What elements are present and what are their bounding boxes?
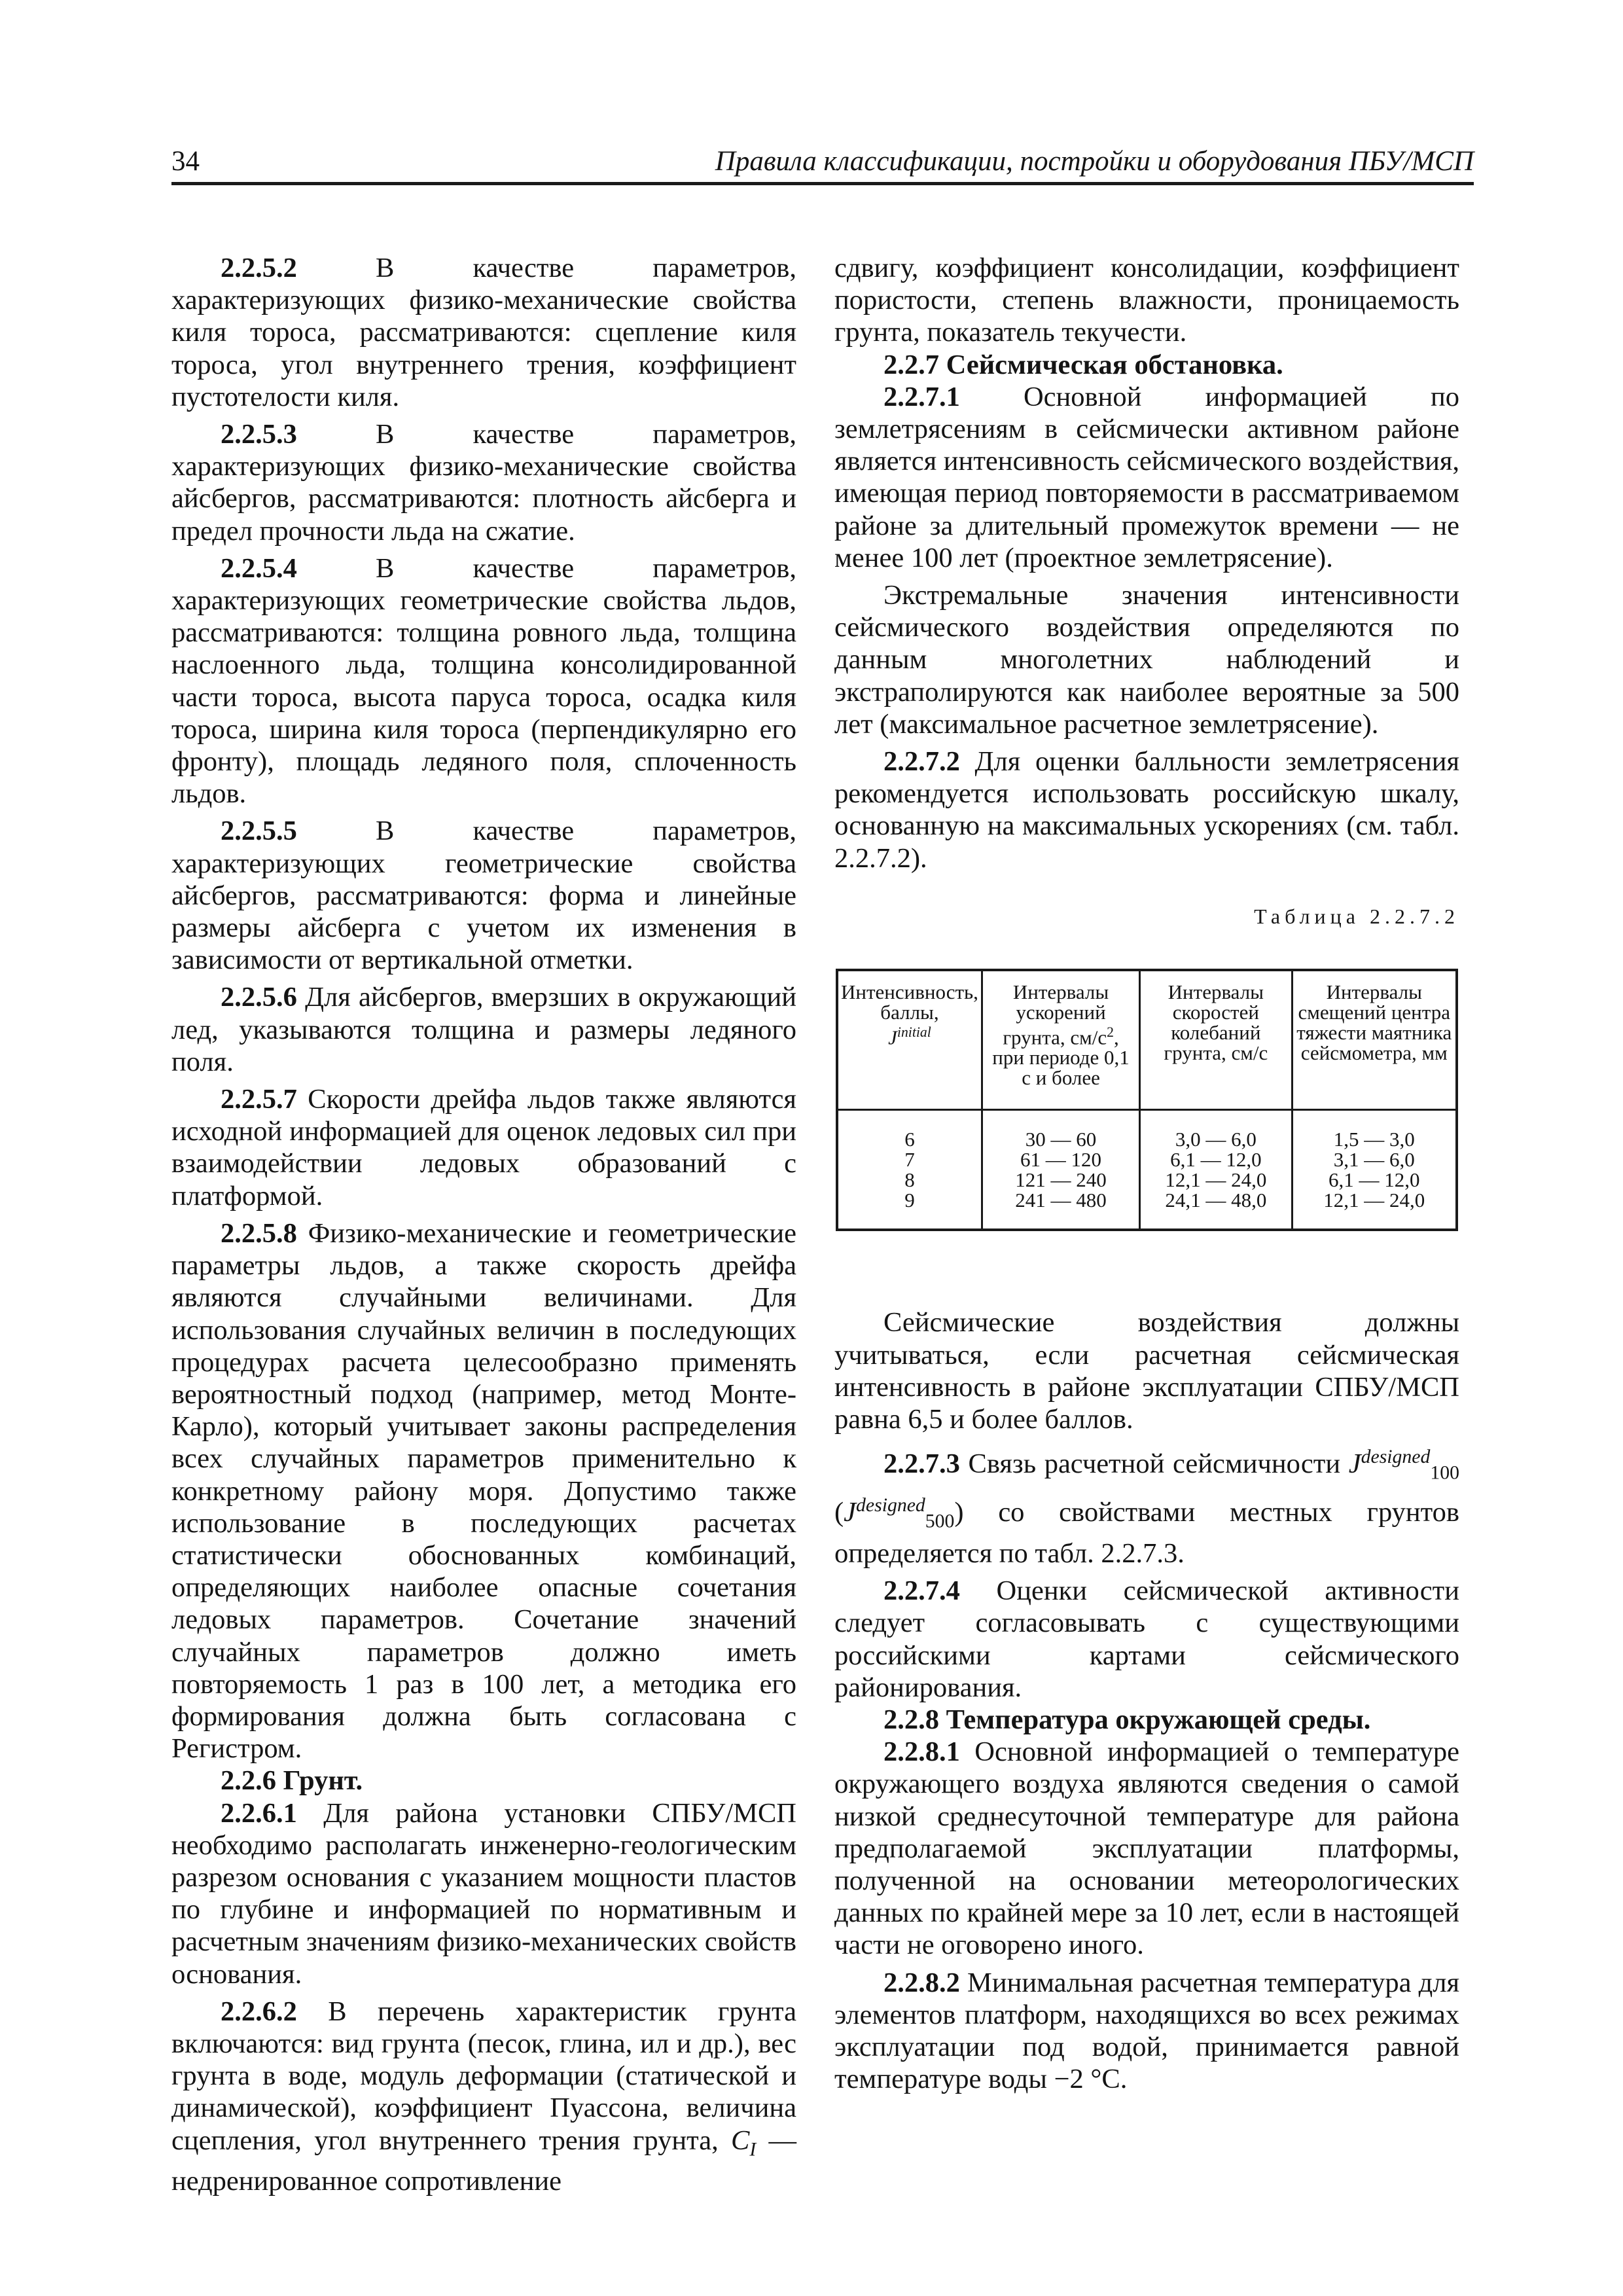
table-row: [837, 1110, 1457, 1150]
symbol: J: [844, 1497, 857, 1528]
table-cell: 3,1 — 6,0: [1292, 1149, 1457, 1170]
heading-2-2-8: [834, 1704, 1459, 1736]
clause-number: 2.2.5.3: [221, 419, 297, 450]
table-row: [837, 1190, 1457, 1230]
symbol: J: [1348, 1448, 1361, 1480]
header-text: , при периоде 0,1 с и более: [992, 1026, 1130, 1090]
seismic-intensity-table: [836, 969, 1458, 1231]
left-column: [171, 252, 796, 2197]
table-cell: 8: [837, 1170, 982, 1190]
table-cell: 6,1 — 12,0: [1140, 1149, 1292, 1170]
paragraph-continuation: [834, 252, 1459, 349]
paragraph-text: В качестве параметров, характеризующих физико-механические свойства айсбергов, рассматриваются: плотность айсберга и предел прочности льда на сжатие.: [171, 419, 796, 547]
table-cell: 12,1 — 24,0: [1292, 1190, 1457, 1230]
paragraph-text: Основной информацией о температуре окружающего воздуха являются сведения о самой низкой среднесуточной температуре для района предполагаемой эксплуатации платформы, полученной на основании метеорологических данных по крайней мере за 10 лет, если в настоящей части не оговорено иного.: [834, 1736, 1459, 1961]
symbol-subscript: 500: [925, 1510, 955, 1532]
paragraph-2-2-5-4: [171, 552, 796, 810]
paragraph-text: В качестве параметров, характеризующих геометрические свойства льдов, рассматриваются: толщина ровного льда, толщина наслоенного льда, толщина консолидированной части тороса, высота паруса тороса, осадка киля тороса, ширина киля тороса (перпендикулярно его фронту), площадь ледяного поля, сплоченность льдов.: [171, 552, 796, 810]
paragraph-2-2-8-1: [834, 1736, 1459, 1961]
paragraph-text: Основной информацией по землетрясениям в сейсмически активном районе является интенсивность сейсмического воздействия, имеющая период повторяемости в рассматриваемом районе за длительный промежуток времени — не менее 100 лет (проектное землетрясение).: [834, 381, 1459, 573]
clause-number: 2.2.6.2: [221, 1996, 297, 2027]
table-header-row: [837, 970, 1457, 1110]
paragraph-text: Для оценки балльности землетрясения рекомендуется использовать российскую шкалу, основанную на максимальных ускорениях (см. табл. 2.2.7.2).: [834, 746, 1459, 874]
section-heading: 2.2.6 Грунт.: [221, 1765, 363, 1797]
header-text: Интервалы скоростей колебаний грунта, см/с: [1164, 980, 1268, 1065]
header-displacement: [1292, 970, 1457, 1110]
paragraph-2-2-5-5: [171, 815, 796, 976]
paragraph-text: В перечень характеристик грунта включаются: вид грунта (песок, глина, ил и др.), вес грунта в воде, модуль деформации (статической и динамической), коэффициент Пуассона, величина сцепления, угол внутреннего трения грунта,: [171, 1996, 796, 2156]
paragraph-2-2-5-8: [171, 1217, 796, 1765]
clause-number: 2.2.8.2: [883, 1967, 960, 1998]
header-acceleration: [982, 970, 1139, 1110]
header-text: Интервалы смещений центра тяжести маятника сейсмометра, мм: [1296, 980, 1452, 1065]
table-cell: 1,5 — 3,0: [1292, 1110, 1457, 1150]
paragraph-2-2-7-3: 2.2.7.3 Связь расчетной сейсмичности $J^{designed}_{100}$ $(J^{designed}_{500})$ со свойствами местных грунтов определяется по табл. 2.2.7.3.: [834, 1446, 1459, 1569]
paragraph-text: Скорости дрейфа льдов также являются исходной информацией для оценок ледовых сил при взаимодействии ледовых образований с платформой.: [171, 1084, 796, 1211]
paragraph-text: В качестве параметров, характеризующих физико-механические свойства киля тороса, рассматриваются: сцепление киля тороса, угол внутреннего трения, коэффициент пустотелости киля.: [171, 253, 796, 412]
table-cell: 61 — 120: [982, 1149, 1139, 1170]
running-title: Правила классификации, постройки и оборудования ПБУ/МСП: [715, 146, 1474, 177]
table-cell: 24,1 — 48,0: [1140, 1190, 1292, 1230]
clause-number: 2.2.5.5: [221, 816, 297, 847]
paragraph-text: — недренированное сопротивление: [171, 2125, 796, 2197]
header-text: Интервалы ускорений грунта, см/с: [1003, 980, 1109, 1049]
table-cell: 121 — 240: [982, 1170, 1139, 1190]
symbol-superscript: designed: [1361, 1446, 1431, 1468]
paragraph-text: Для района установки СПБУ/МСП необходимо располагать инженерно-геологическим разрезом основания с указанием мощности пластов по глубине и информацией по нормативным и расчетным значениям физико-механических свойств основания.: [171, 1797, 796, 1990]
table-cell: 9: [837, 1190, 982, 1230]
table-cell: 6: [837, 1110, 982, 1150]
table-cell: 12,1 — 24,0: [1140, 1170, 1292, 1190]
paragraph-text: сдвигу, коэффициент консолидации, коэффициент пористости, степень влажности, проницаемость грунта, показатель текучести.: [834, 253, 1459, 348]
paragraph-2-2-7-1: [834, 381, 1459, 574]
paragraph-text: Оценки сейсмической активности следует согласовывать с существующими российскими картами сейсмического районирования.: [834, 1575, 1459, 1703]
table-cell: 6,1 — 12,0: [1292, 1170, 1457, 1190]
clause-number: 2.2.5.4: [221, 552, 297, 584]
paragraph-text: Физико-механические и геометрические параметры льдов, а также скорость дрейфа являются случайными величинами. Для использования случайных величин в последующих процедурах расчета целесообразно применять вероятностный подход (например, метод Монте-Карло), который учитывает законы распределения всех случайных параметров применительно к конкретному району моря. Допустимо также использование в последующих расчетах статистически обоснованных комбинаций, определяющих наиболее опасные сочетания ледовых параметров. Сочетание значений случайных параметров должно иметь повторяемость 1 раз в 100 лет, а методика его формирования должна быть согласована с Регистром.: [171, 1217, 796, 1765]
paragraph-2-2-5-2: [171, 252, 796, 413]
clause-number: 2.2.5.2: [221, 253, 297, 283]
paragraph-2-2-8-2: [834, 1967, 1459, 2096]
paragraph-extreme: [834, 579, 1459, 740]
clause-number: 2.2.5.6: [221, 982, 297, 1013]
clause-number: 2.2.8.1: [883, 1736, 960, 1768]
paragraph-2-2-5-3: [171, 418, 796, 547]
symbol-subscript: I: [749, 2138, 757, 2161]
table-row: [837, 1170, 1457, 1190]
symbol-superscript: initial: [897, 1024, 931, 1041]
paragraph-2-2-6-2: [171, 1996, 796, 2198]
paragraph-text: Экстремальные значения интенсивности сейсмического воздействия определяются по данным многолетних наблюдений и экстраполируются как наиболее вероятные за 500 лет (максимальное расчетное землетрясение).: [834, 580, 1459, 740]
paragraph-2-2-5-7: [171, 1083, 796, 1212]
header-velocity: [1140, 970, 1292, 1110]
paragraph-2-2-6-1: [171, 1797, 796, 1990]
paragraph-2-2-7-2: [834, 745, 1459, 874]
page-number: 34: [171, 146, 200, 177]
paragraph-2-2-7-4: [834, 1575, 1459, 1704]
section-heading: 2.2.7 Сейсмическая обстановка.: [883, 349, 1283, 380]
paragraph-text: Минимальная расчетная температура для элементов платформ, находящихся во всех режимах эксплуатации под водой, принимается равной температуре воды −2 °C.: [834, 1967, 1459, 2095]
right-column: [834, 252, 1459, 2095]
paragraph-text: Сейсмические воздействия должны учитываться, если расчетная сейсмическая интенсивность в районе эксплуатации СПБУ/МСП равна 6,5 и более баллов.: [834, 1307, 1459, 1435]
table-row: [837, 1149, 1457, 1170]
table-caption: Таблица 2.2.7.2: [1254, 904, 1459, 928]
table-cell: 3,0 — 6,0: [1140, 1110, 1292, 1150]
clause-number: 2.2.7.2: [883, 746, 960, 778]
header-text: Интенсивность, баллы,: [841, 980, 978, 1024]
symbol-subscript: 100: [1430, 1462, 1459, 1484]
section-heading: 2.2.8 Температура окружающей среды.: [883, 1704, 1371, 1735]
clause-number: 2.2.7.1: [883, 381, 960, 412]
paragraph-text: В качестве параметров, характеризующих геометрические свойства айсбергов, рассматриваются: форма и линейные размеры айсберга с учетом их изменения в зависимости от вертикальной отметки.: [171, 816, 796, 976]
table-cell: 241 — 480: [982, 1190, 1139, 1230]
heading-2-2-6: [171, 1765, 796, 1797]
symbol: J: [888, 1026, 897, 1049]
clause-number: 2.2.7.4: [883, 1575, 960, 1607]
paragraph-seismic-effects: [834, 1306, 1459, 1435]
symbol: C: [730, 2125, 750, 2156]
paragraph-text: Связь расчетной сейсмичности: [959, 1448, 1349, 1480]
clause-number: 2.2.5.8: [221, 1217, 297, 1249]
paragraph-text: со свойствами местных грунтов определяется по табл. 2.2.7.3.: [834, 1497, 1459, 1569]
unit-superscript: 2: [1107, 1024, 1115, 1041]
table-cell: 30 — 60: [982, 1110, 1139, 1150]
clause-number: 2.2.5.7: [221, 1084, 297, 1115]
heading-2-2-7: [834, 349, 1459, 381]
paragraph-2-2-5-6: [171, 981, 796, 1078]
page-header: [171, 145, 1474, 185]
paragraph-text: Для айсбергов, вмерзших в окружающий лед, указываются толщина и размеры ледяного поля.: [171, 982, 796, 1077]
symbol-superscript: designed: [856, 1494, 925, 1516]
clause-number: 2.2.6.1: [221, 1797, 297, 1829]
table-cell: 7: [837, 1149, 982, 1170]
clause-number: 2.2.7.3: [883, 1448, 960, 1480]
header-intensity: [837, 970, 982, 1110]
